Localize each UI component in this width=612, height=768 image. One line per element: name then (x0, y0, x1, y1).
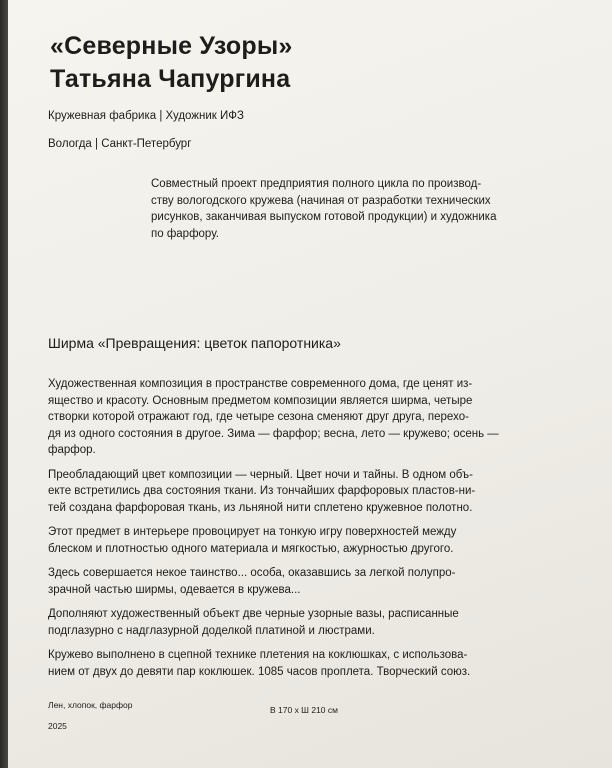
exhibit-title-line2: Татьяна Чапургина (50, 65, 291, 93)
year-label: 2025 (48, 721, 67, 731)
intro-paragraph: Совместный проект предприятия полного цикла по производ- ству вологодского кружева (начиная от разработки технических рисунков, заканчивая выпуском готовой продукции) и художника по фарфору. (151, 178, 497, 240)
description-paragraph-4: Здесь совершается некое таинство... особа, оказавшись за легкой полупро- зрачной частью ширмы, одевается в кружева... (48, 567, 456, 596)
description-paragraph-6: Кружево выполнено в сцепной технике плетения на коклюшках, с использова- нием от двух до девяти пар коклюшек. 1085 часов проплета. Творческий союз. (48, 649, 471, 678)
description-body (48, 376, 593, 688)
dimensions-label: В 170 х Ш 210 см (270, 705, 338, 715)
description-paragraph-5: Дополняют художественный объект две черные узорные вазы, расписанные подглазурно с надглазурной доделкой платиной и люстрами. (48, 608, 459, 637)
location-line: Вологда | Санкт-Петербург (48, 138, 192, 150)
description-paragraph-1: Художественная композиция в пространстве современного дома, где ценят из- ящество и красоту. Основным предметом композиции является ширма, четыре створки которой отражают год, где четыре сезона сменяют друг друга, перехо- дя из одного состояния в другое. Зима — фарфор; весна, лето — кружево; осень — фарфор. (48, 378, 499, 456)
exhibit-title-line1: «Северные Узоры» (50, 32, 293, 60)
materials-label: Лен, хлопок, фарфор (48, 700, 133, 710)
frame-edge (0, 0, 8, 768)
description-paragraph-2: Преобладающий цвет композиции — черный. Цвет ночи и тайны. В одном объ- екте встретились два состояния ткани. Из тончайших фарфоровых пластов-ни- тей создана фарфоровая ткань, из льняной нити сплетено кружевное полотно. (48, 468, 476, 514)
description-paragraph-3: Этот предмет в интерьере провоцирует на тонкую игру поверхностей между блеском и плотностью одного материала и мягкостью, ажурностью другого. (48, 526, 457, 555)
exhibit-title (50, 30, 292, 96)
authors-line: Кружевная фабрика | Художник ИФЗ (48, 110, 244, 122)
exhibit-placard (8, 0, 612, 768)
section-heading: Ширма «Превращения: цветок папоротника» (48, 335, 341, 351)
